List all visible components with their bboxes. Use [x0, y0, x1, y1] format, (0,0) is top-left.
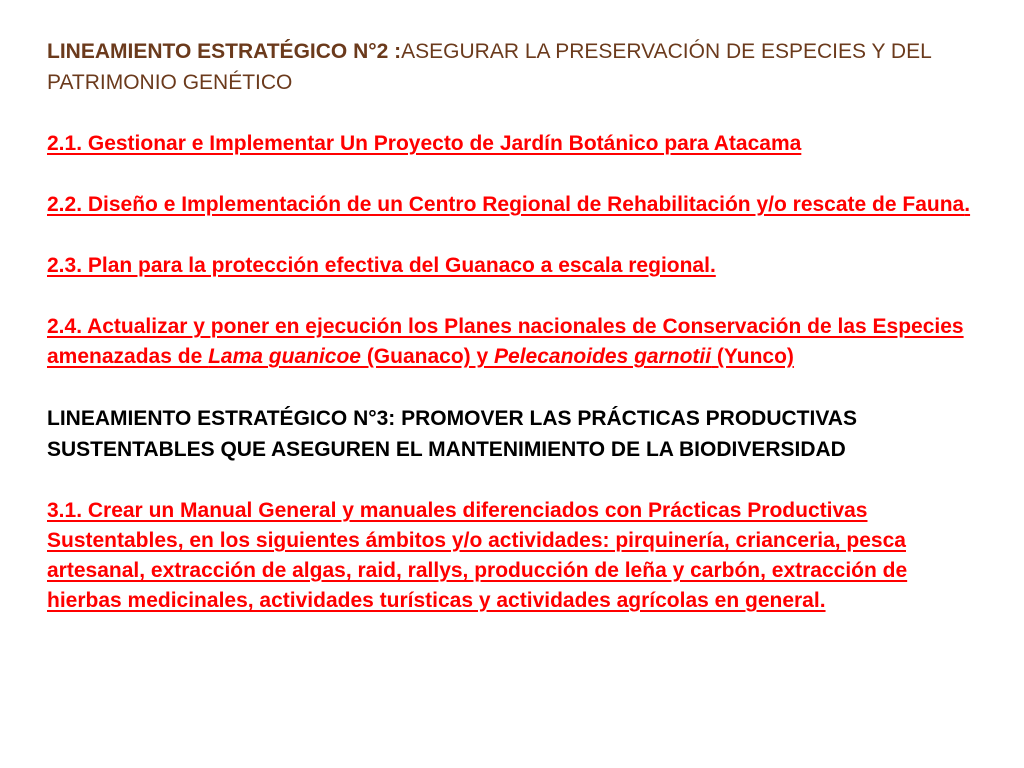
item-2-2[interactable] [47, 190, 987, 220]
item-2-1[interactable]: 2.1. Gestionar e Implementar Un Proyecto de Jardín Botánico para Atacama [47, 132, 802, 155]
item-2-4-text-b: (Guanaco) y [360, 345, 495, 368]
item-2-2-suffix: . [964, 193, 971, 216]
lineamiento-3-heading: LINEAMIENTO ESTRATÉGICO N°3: PROMOVER LAS PRÁCTICAS PRODUCTIVAS SUSTENTABLES QUE ASEGUREN EL MANTENIMIENTO DE LA BIODIVERSIDAD [47, 407, 857, 461]
item-2-4-text-c: (Yunco) [711, 345, 794, 368]
lineamiento-2-heading [47, 36, 987, 98]
item-2-3[interactable]: 2.3. Plan para la protección efectiva del Guanaco a escala regional. [47, 254, 716, 277]
lineamiento-2-label: LINEAMIENTO ESTRATÉGICO N°2 : [47, 40, 402, 63]
item-2-4-text-a: 2.4. Actualizar y poner en ejecución los Planes nacionales de Conservación de las Especies amenazadas de [47, 315, 964, 368]
lineamiento-2-text: ASEGURAR LA PRESERVACIÓN DE ESPECIES Y DEL PATRIMONIO GENÉTICO [47, 40, 932, 94]
species-pelecanoides-garnotii: Pelecanoides garnotii [494, 345, 712, 368]
item-2-4[interactable] [47, 312, 987, 372]
slide-content [47, 36, 987, 616]
species-lama-guanicoe: Lama guanicoe [208, 345, 361, 368]
item-2-2-text: 2.2. Diseño e Implementación de un Centro Regional de Rehabilitación y/o rescate de Fauna [47, 193, 965, 216]
item-3-1[interactable]: 3.1. Crear un Manual General y manuales diferenciados con Prácticas Productivas Sustentables, en los siguientes ámbitos y/o actividades: pirquinería, crianceria, pesca artesanal, extracción de algas, raid, rallys, producción de leña y carbón, extracción de hierbas medicinales, actividades turísticas y actividades agrícolas en general. [47, 499, 908, 612]
